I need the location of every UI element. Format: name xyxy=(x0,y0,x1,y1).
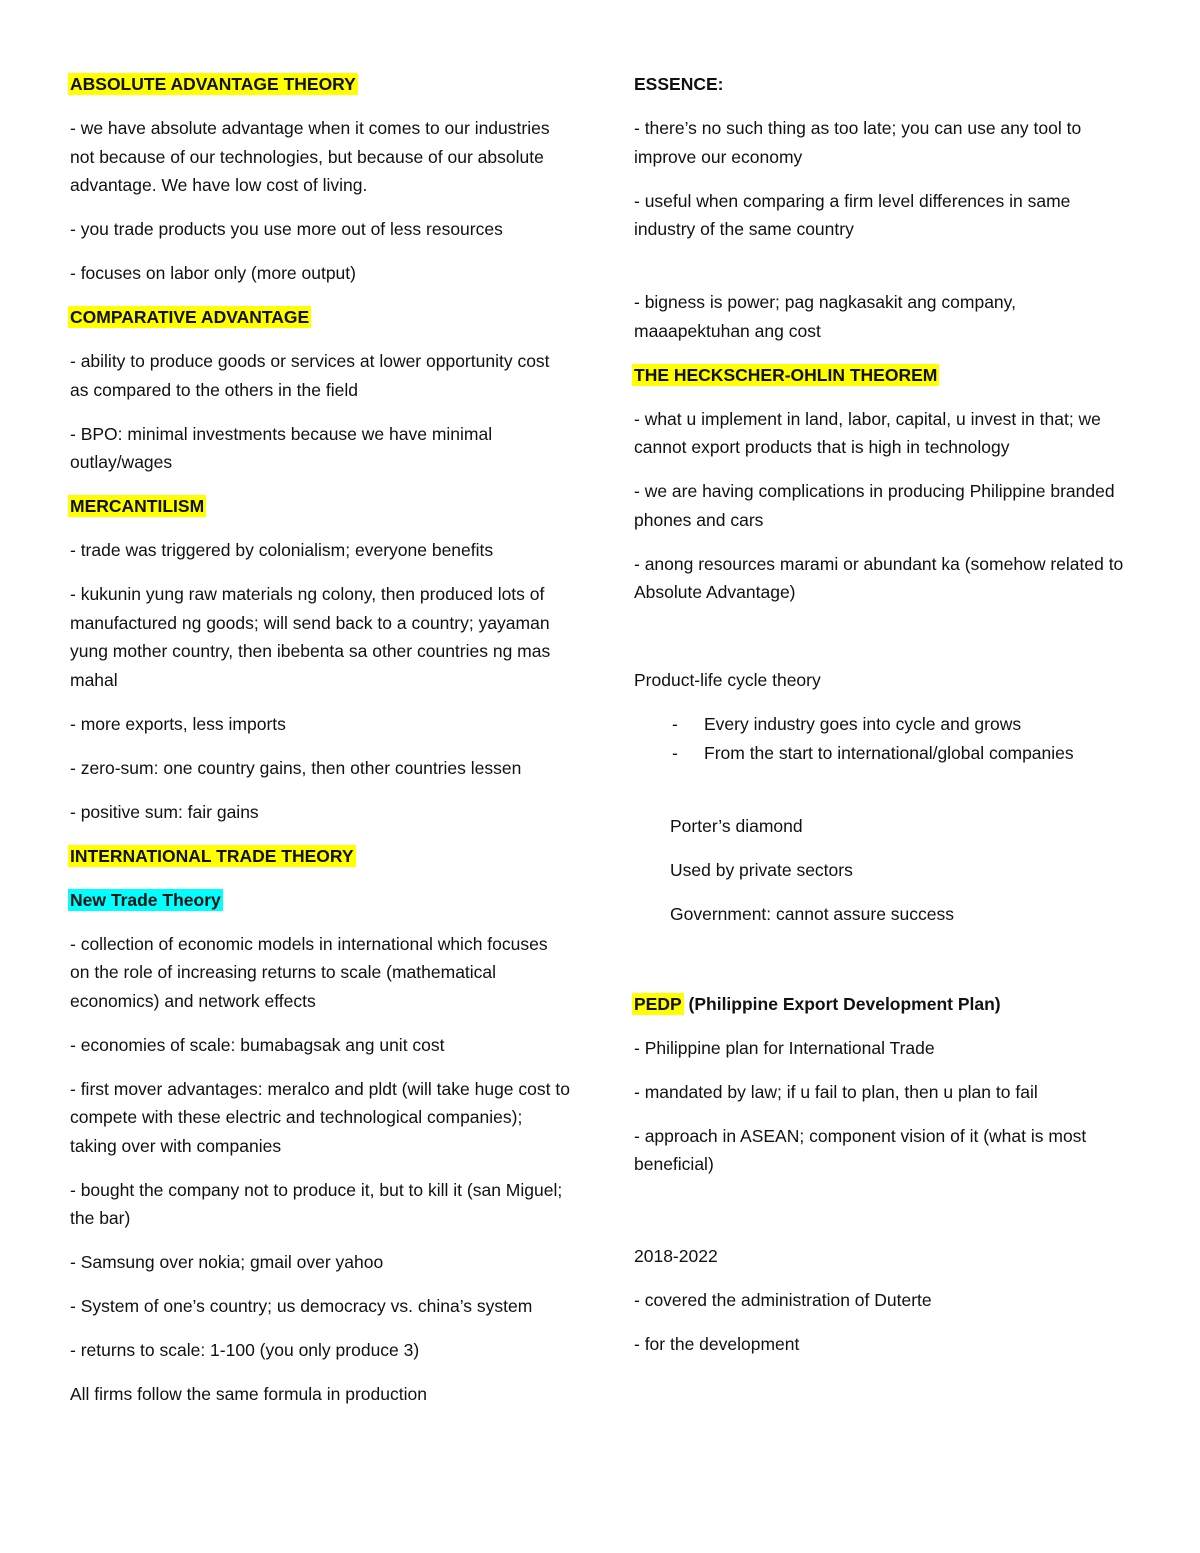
note-line: - you trade products you use more out of less resources xyxy=(70,219,503,239)
highlight: INTERNATIONAL TRADE THEORY xyxy=(70,845,354,866)
list-item: - From the start to international/global companies xyxy=(672,742,1074,763)
blank-line xyxy=(634,1194,1134,1242)
blank-line xyxy=(634,622,1134,666)
note-line: - for the development xyxy=(634,1334,800,1354)
note-line: - returns to scale: 1-100 (you only produce 3) xyxy=(70,1340,420,1360)
note-line: - collection of economic models in international which focuses on the role of increasing returns to scale (mathematical economics) and network effects xyxy=(70,933,548,1011)
highlight: New Trade Theory xyxy=(70,889,221,910)
heading-new-trade-theory xyxy=(70,886,570,915)
note-line: - more exports, less imports xyxy=(70,713,286,734)
note-line: - bigness is power; pag nagkasakit ang company, maaapektuhan ang cost xyxy=(634,292,1016,341)
note-line: - useful when comparing a firm level differences in same industry of the same country xyxy=(634,190,1071,239)
note-line: - we have absolute advantage when it comes to our industries not because of our technologies, but because of our absolute advantage. We have low cost of living. xyxy=(70,118,550,195)
note-line: - mandated by law; if u fail to plan, then u plan to fail xyxy=(634,1081,1038,1102)
heading-comparative-advantage xyxy=(70,303,570,332)
highlight: PEDP xyxy=(634,993,682,1014)
note-line: - economies of scale: bumabagsak ang unit cost xyxy=(70,1034,445,1055)
note-line: - positive sum: fair gains xyxy=(70,801,259,822)
heading-heckscher-ohlin xyxy=(634,361,1134,390)
note-line: Government: cannot assure success xyxy=(670,903,955,924)
years-heading: 2018-2022 xyxy=(634,1246,718,1266)
note-line: - zero-sum: one country gains, then other countries lessen xyxy=(70,757,522,778)
note-line: - Philippine plan for International Trade xyxy=(634,1037,935,1058)
heading-mercantilism xyxy=(70,492,570,521)
blank-line xyxy=(634,783,1134,812)
note-line: - we are having complications in producing Philippine branded phones and cars xyxy=(634,481,1115,530)
heading-pedp: PEDP (Philippine Export Development Plan) xyxy=(634,993,1001,1014)
highlight: COMPARATIVE ADVANTAGE xyxy=(70,307,310,327)
note-line: - there’s no such thing as too late; you can use any tool to improve our economy xyxy=(634,118,1082,167)
product-life-cycle-list xyxy=(634,710,1134,767)
highlight: MERCANTILISM xyxy=(70,496,205,516)
note-line: - anong resources marami or abundant ka (somehow related to Absolute Advantage) xyxy=(634,553,1124,602)
blank-line xyxy=(634,259,1134,288)
left-column xyxy=(70,70,570,1424)
note-line: Used by private sectors xyxy=(670,859,853,880)
note-line: - BPO: minimal investments because we have minimal outlay/wages xyxy=(70,423,493,472)
heading-essence: ESSENCE: xyxy=(634,74,724,94)
note-line: - approach in ASEAN; component vision of it (what is most beneficial) xyxy=(634,1125,1087,1174)
note-line: - covered the administration of Duterte xyxy=(634,1290,932,1310)
highlight: THE HECKSCHER-OHLIN THEOREM xyxy=(634,364,938,385)
highlight: ABSOLUTE ADVANTAGE THEORY xyxy=(70,74,356,94)
note-line: - ability to produce goods or services at lower opportunity cost as compared to the others in the field xyxy=(70,351,550,400)
note-line: - System of one’s country; us democracy vs. china’s system xyxy=(70,1296,533,1316)
right-column xyxy=(634,70,1134,1374)
heading-international-trade-theory xyxy=(70,842,570,871)
note-line: All firms follow the same formula in production xyxy=(70,1384,427,1404)
note-line: - bought the company not to produce it, but to kill it (san Miguel; the bar) xyxy=(70,1179,563,1228)
note-line: - first mover advantages: meralco and pldt (will take huge cost to compete with these electric and technological companies); taking over with companies xyxy=(70,1078,570,1156)
note-line: - trade was triggered by colonialism; everyone benefits xyxy=(70,540,494,560)
note-line: - kukunin yung raw materials ng colony, then produced lots of manufactured ng goods; will send back to a country; yayaman yung mother country, then ibebenta sa other countries ng mas mahal xyxy=(70,584,551,690)
list-item: - Every industry goes into cycle and grows xyxy=(672,714,1022,734)
porters-diamond: Porter’s diamond xyxy=(670,815,803,836)
note-line: - what u implement in land, labor, capital, u invest in that; we cannot export products that is high in technology xyxy=(634,408,1101,457)
note-line: - focuses on labor only (more output) xyxy=(70,263,356,283)
note-line: - Samsung over nokia; gmail over yahoo xyxy=(70,1252,384,1272)
product-life-cycle-title: Product-life cycle theory xyxy=(634,670,821,690)
heading-absolute-advantage xyxy=(70,70,570,99)
blank-line xyxy=(634,944,1134,990)
